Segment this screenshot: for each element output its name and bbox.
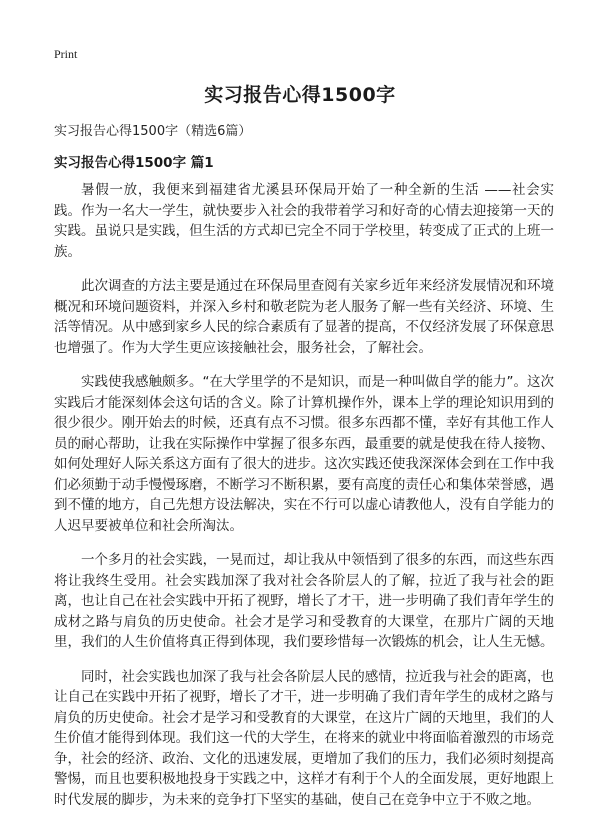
- page-title: 实习报告心得1500字: [204, 84, 396, 106]
- paragraph-5: 同时，社会实践也加深了我与社会各阶层人民的感情，拉近我与社会的距离，也让自己在实践中开拓了视野，增长了才干，进一步明确了我们青年学生的成材之路与肩负的历史使命。社会才是学习和受教育的大课堂，在这片广阔的天地里，我们的人生价值才能得到体现。我们这一代的大学生，在将来的就业中将面临着激烈的市场竞争，社会的经济、政治、文化的迅速发展，更增加了我们的压力，我们必须时刻提高警惕，而且也要积极地投身于实践之中，这样才有利于个人的全面发展，更好地跟上时代发展的脚步，为未来的竞争打下坚实的基础，使自己在竞争中立于不败之地。: [54, 668, 554, 808]
- document-subtitle: 实习报告心得1500字（精选6篇）: [54, 124, 252, 139]
- print-label: Print: [54, 47, 78, 61]
- section-heading: 实习报告心得1500字 篇1: [54, 155, 214, 171]
- paragraph-2: 此次调查的方法主要是通过在环保局里查阅有关家乡近年来经济发展情况和环境概况和环境问题资料，并深入乡村和敬老院为老人服务了解一些有关经济、环境、生活等情况。从中感到家乡人民的综合素质有了显著的提高，不仅经济发展了环保意思也增强了。作为大学生更应该接触社会，服务社会，了解社会。: [54, 278, 554, 356]
- paragraph-4: 一个多月的社会实践，一晃而过，却让我从中领悟到了很多的东西，而这些东西将让我终生受用。社会实践加深了我对社会各阶层人的了解，拉近了我与社会的距离，也让自己在社会实践中开拓了视野，增长了才干，进一步明确了我们青年学生的成材之路与肩负的历史使命。社会才是学习和受教育的大课堂，在那片广阔的天地里，我们的人生价值将真正得到体现，我们要珍惜每一次锻炼的机会，让人生无憾。: [54, 552, 554, 650]
- document-body: [54, 180, 554, 824]
- paragraph-3: 实践使我感触颇多。“在大学里学的不是知识，而是一种叫做自学的能力”。这次实践后才能深刻体会这句话的含义。除了计算机操作外，课本上学的理论知识用到的很少很少。刚开始去的时候，还真有点不习惯。很多东西都不懂，幸好有其他工作人员的耐心帮助，让我在实际操作中掌握了很多东西，最重要的就是使我在待人接物、如何处理好人际关系这方面有了很大的进步。这次实践还使我深深体会到在工作中我们必须勤于动手慢慢琢磨，不断学习不断积累，要有高度的责任心和集体荣誉感，遇到不懂的地方，自己先想方设法解决，实在不行可以虚心请教他人，没有自学能力的人迟早要被单位和社会所淘汰。: [54, 374, 554, 534]
- paragraph-1: 暑假一放，我便来到福建省尤溪县环保局开始了一种全新的生活 ——社会实践。作为一名大一学生，就快要步入社会的我带着学习和好奇的心情去迎接第一天的实践。虽说只是实践，但生活的方式却已完全不同于学校里，转变成了正式的上班一族。: [54, 182, 554, 260]
